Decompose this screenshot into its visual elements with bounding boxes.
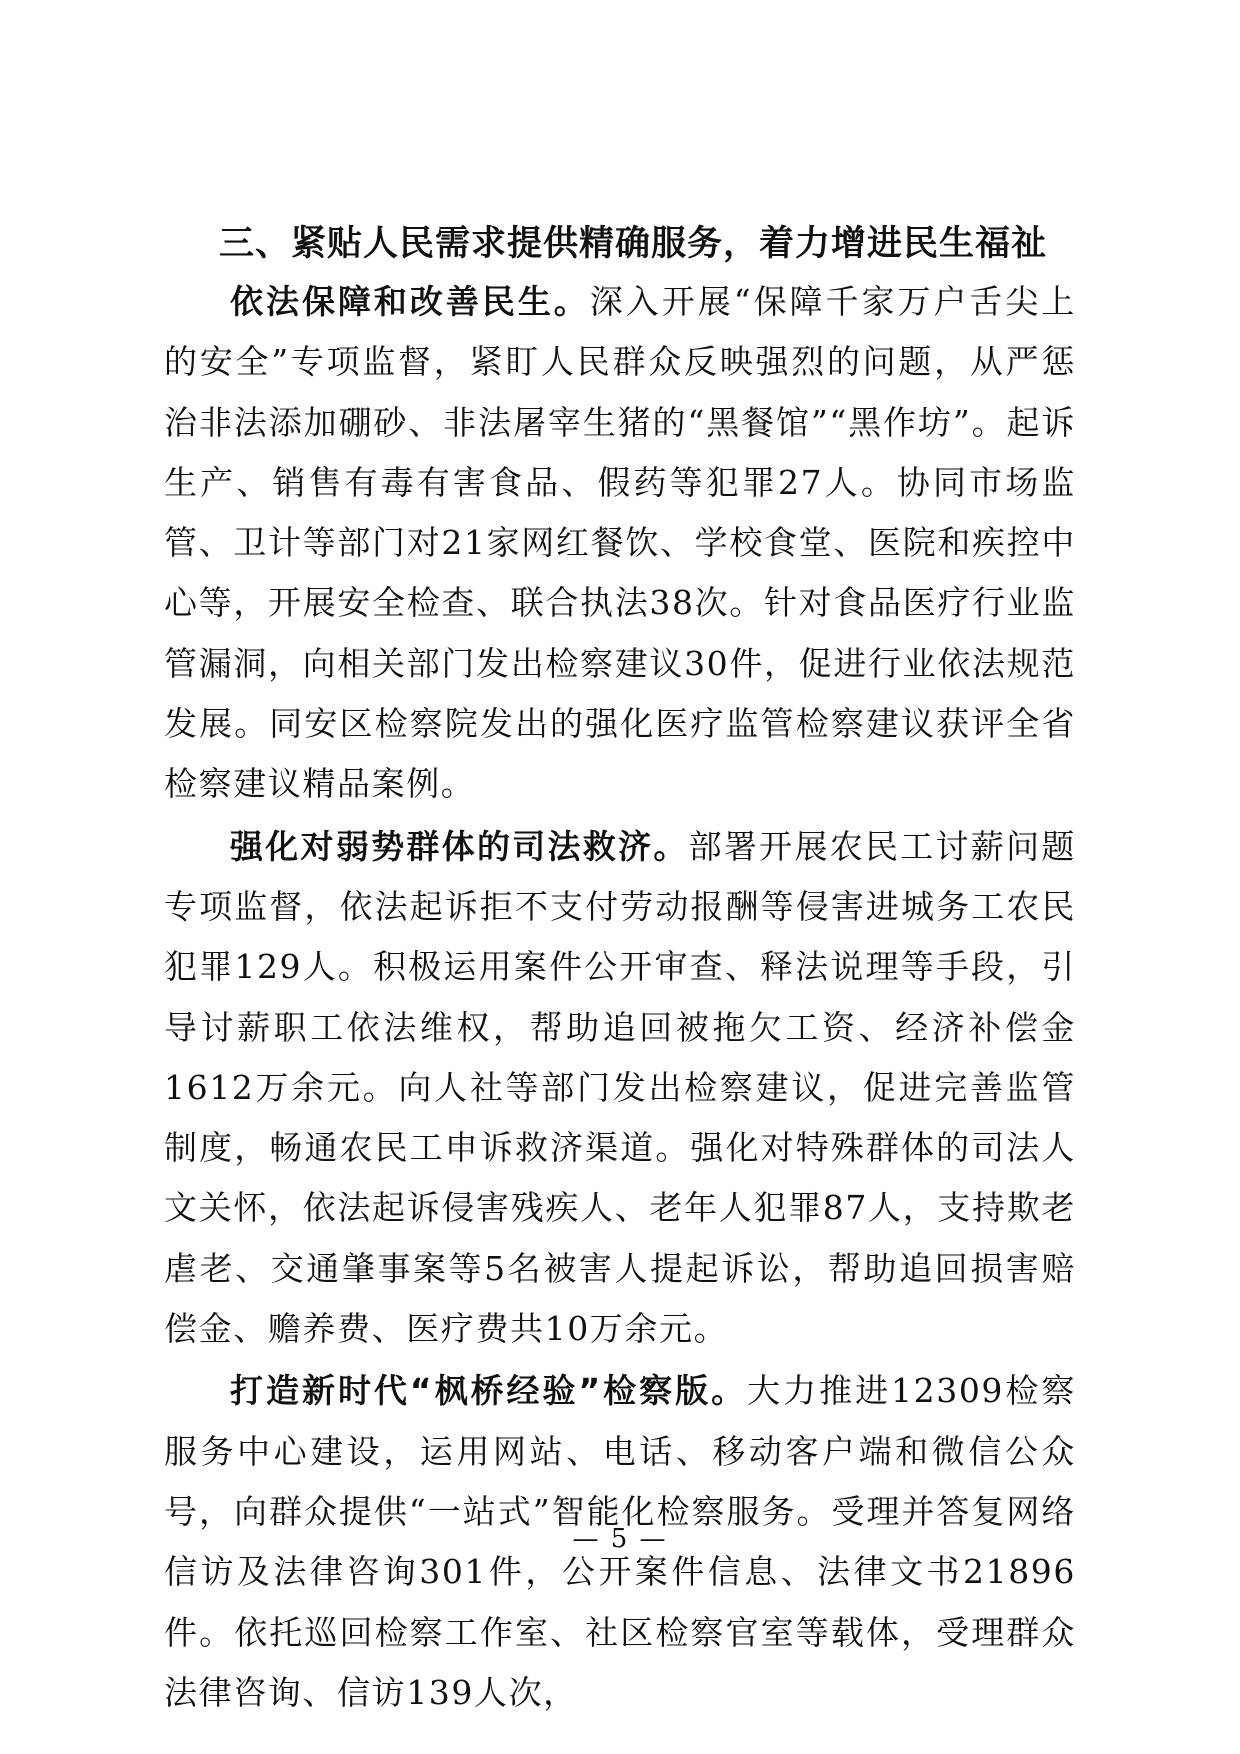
paragraph-lead: 依法保障和改善民生。	[230, 282, 590, 321]
paragraph-vulnerable-groups	[164, 817, 1076, 1360]
paragraph-lead: 打造新时代“枫桥经验”检察版。	[230, 1371, 748, 1411]
section-heading: 三、紧贴人民需求提供精确服务，着力增进民生福祉	[219, 224, 1048, 264]
paragraph-body: 部署开展农民工讨薪问题专项监督，依法起诉拒不支付劳动报酬等侵害进城务工农民犯罪129人。积极运用案件公开审查、释法说理等手段，引导讨薪职工依法维权，帮助追回被拖欠工资、经济补偿金1612万余元。向人社等部门发出检察建议，促进完善监管制度，畅通农民工申诉救济渠道。强化对特殊群体的司法人文关怀，依法起诉侵害残疾人、老年人犯罪87人，支持欺老虐老、交通肇事案等5名被害人提起诉讼，帮助追回损害赔偿金、赡养费、医疗费共10万余元。	[164, 826, 1076, 1349]
paragraph-body: 大力推进12309检察服务中心建设，运用网站、电话、移动客户端和微信公众号，向群众提供“一站式”智能化检察服务。受理并答复网络信访及法律咨询301件，公开案件信息、法律文书21896件。依托巡回检察工作室、社区检察官室等载体，受理群众法律咨询、信访139人次，	[164, 1371, 1076, 1712]
page-number: — 5 —	[572, 1524, 668, 1554]
document-page	[164, 216, 1076, 1723]
paragraph-lead: 强化对弱势群体的司法救济。	[230, 826, 689, 866]
paragraph-livelihood	[164, 272, 1076, 815]
paragraph-body: 深入开展“保障千家万户舌尖上的安全”专项监督，紧盯人民群众反映强烈的问题，从严惩治非法添加硼砂、非法屠宰生猪的“黑餐馆”“黑作坊”。起诉生产、销售有毒有害食品、假药等犯罪27人。协同市场监管、卫计等部门对21家网红餐饮、学校食堂、医院和疾控中心等，开展安全检查、联合执法38次。针对食品医疗行业监管漏洞，向相关部门发出检察建议30件，促进行业依法规范发展。同安区检察院发出的强化医疗监管检察建议获评全省检察建议精品案例。	[164, 282, 1076, 804]
